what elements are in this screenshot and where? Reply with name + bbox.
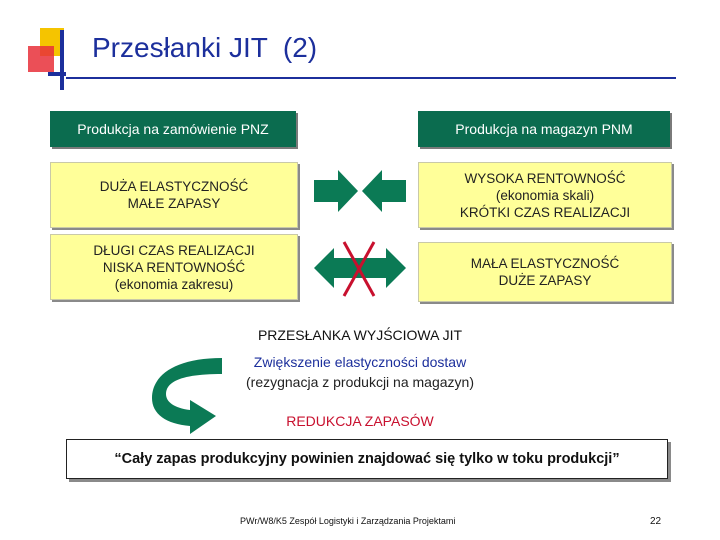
diverging-arrows-icon [312,238,408,298]
left-box-1-line: MAŁE ZAPASY [127,196,221,211]
left-box-2-line: DŁUGI CZAS REALIZACJI [93,242,255,258]
right-box-1-line: (ekonomia skali) [495,187,595,203]
reduction-label: REDUKCJA ZAPASÓW [286,413,434,429]
page-number: 22 [650,516,662,527]
right-box-1 [418,162,672,228]
right-box-2-line: MAŁA ELASTYCZNOŚĆ [470,256,620,271]
left-box-1 [50,162,298,228]
quote-text: “Cały zapas produkcyjny powinien znajdować się tylko w toku produkcji” [114,451,620,467]
right-box-1-line: WYSOKA RENTOWNOŚĆ [464,170,626,186]
logo-blue-foot [48,72,66,76]
right-box-2-line: DUŻE ZAPASY [498,273,592,288]
curved-arrow-icon [144,352,226,436]
left-box-1-line: DUŻA ELASTYCZNOŚĆ [99,179,249,194]
right-header: Produkcja na magazyn PNM [418,111,670,147]
premise-line-2: (rezygnacja z produkcji na magazyn) [246,374,474,390]
logo-blue-bar [60,30,64,90]
footer-text: PWr/W8/K5 Zespół Logistyki i Zarządzania Projektami [240,516,456,526]
left-box-2 [50,234,298,300]
premise-heading: PRZESŁANKA WYJŚCIOWA JIT [257,327,463,343]
left-box-2-line: NISKA RENTOWNOŚĆ [102,259,246,275]
quote-box [66,439,668,479]
right-box-1-line: KRÓTKI CZAS REALIZACJI [459,204,631,220]
premise-line-1: Zwiększenie elastyczności dostaw [253,354,467,370]
left-header: Produkcja na zamówienie PNZ [50,111,296,147]
converging-arrows-icon [312,168,408,214]
slide-title: Przesłanki JIT (2) [92,32,318,63]
logo-red-square [28,46,54,72]
right-box-2 [418,242,672,302]
title-underline [66,77,676,79]
left-box-2-line: (ekonomia zakresu) [114,276,234,292]
